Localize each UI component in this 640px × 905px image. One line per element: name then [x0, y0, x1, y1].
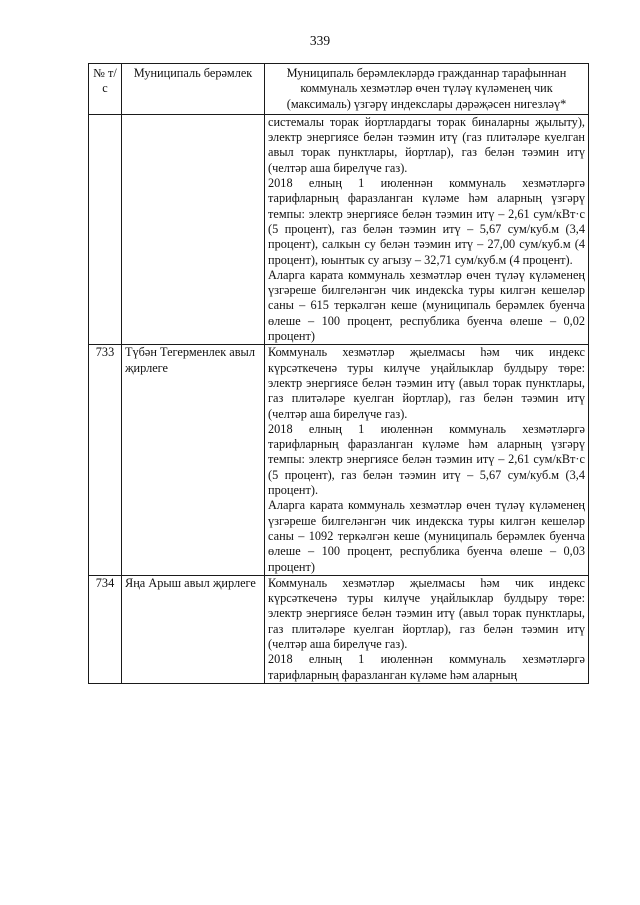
- row-municipality-cell: Түбән Тегерменлек авыл җирлеге: [122, 345, 265, 575]
- header-description: Муниципаль берәмлекләрдә гражданнар тарафыннан коммуналь хезмәтләр өчен түләү күләменең чик (максималь) үзгәрү индекслары дәрәҗәсен нигезләү*: [265, 64, 589, 115]
- row-number-cell: 733: [89, 345, 122, 575]
- description-paragraph: системалы торак йортлардагы торак биналарны җылыту), электр энергиясе белән тәэмин итү (газ плитәләре куелган авыл торак пунктлары, йортлар), газ белән тәэмин итү (челтәр аша бирелүче газ).: [268, 114, 585, 175]
- row-description-cell: [265, 575, 589, 683]
- description-paragraph: Аларга карата коммуналь хезмәтләр өчен түләү күләменең үзгәреше билгеләнгән чик индекска туры килгән кешеләр саны – 1092 теркәлгән кеше (муниципаль берәмлек буенча өлеше – 100 процент, республика буенча өлеше – 0,03 процент): [268, 498, 585, 574]
- description-paragraph: 2018 елның 1 июленнән коммуналь хезмәтләргә тарифларның фаразланган күләме һәм аларның үзгәрү темпы: электр энергиясе белән тәэмин итү – 2,61 сум/кВт·с (5 процент), газ белән тәэмин итү – 5,67 сум/куб.м (3,4 процент), салкын су белән тәэмин итү – 27,00 сум/куб.м (4 процент), юынтык су агызу – 32,71 сум/куб.м (4 процент).: [268, 176, 585, 267]
- description-paragraph: Коммуналь хезмәтләр җыелмасы һәм чик индекс күрсәткеченә туры килүче уңайлыклар булдыру төре: электр энергиясе белән тәэмин итү (авыл торак пунктлары, газ плитәләре куелган йортлар), газ белән тәэмин итү (челтәр аша бирелүче газ).: [268, 575, 585, 651]
- municipal-tariff-table: [88, 63, 589, 684]
- description-paragraph: 2018 елның 1 июленнән коммуналь хезмәтләргә тарифларның фаразланган күләме һәм аларның: [268, 652, 585, 682]
- table-header-row: [89, 64, 589, 115]
- row-description-cell: [265, 114, 589, 344]
- row-description-cell: [265, 345, 589, 575]
- header-municipality: Муниципаль берәмлек: [122, 64, 265, 115]
- table-row: [89, 114, 589, 344]
- page-number: 339: [309, 33, 331, 48]
- header-number: № т/с: [89, 64, 122, 115]
- row-number-cell: [89, 114, 122, 344]
- row-municipality-cell: [122, 114, 265, 344]
- description-paragraph: Коммуналь хезмәтләр җыелмасы һәм чик индекс күрсәткеченә туры килүче уңайлыклар булдыру төре: электр энергиясе белән тәэмин итү (авыл торак пунктлары, газ плитәләре куелган йортлар), газ белән тәэмин итү (челтәр аша бирелүче газ).: [268, 345, 585, 421]
- description-paragraph: 2018 елның 1 июленнән коммуналь хезмәтләргә тарифларның фаразланган күләме һәм аларның үзгәрү темпы: электр энергиясе белән тәэмин итү – 2,61 сум/кВт·с (5 процент), газ белән тәэмин итү – 5,67 сум/куб.м (3,4 процент).: [268, 421, 585, 498]
- table-row: [89, 575, 589, 683]
- description-paragraph: Аларга карата коммуналь хезмәтләр өчен түләү күләменең үзгәреше билгеләнгән чик индексka туры килгән кешеләр саны – 615 теркәлгән кеше (муниципаль берәмлек буенча өлеше – 100 процент, республика буенча өлеше – 0,02 процент): [268, 267, 585, 344]
- table-row: [89, 345, 589, 575]
- table-body: [89, 114, 589, 683]
- row-municipality-cell: Яңа Арыш авыл җирлеге: [122, 575, 265, 683]
- row-number-cell: 734: [89, 575, 122, 683]
